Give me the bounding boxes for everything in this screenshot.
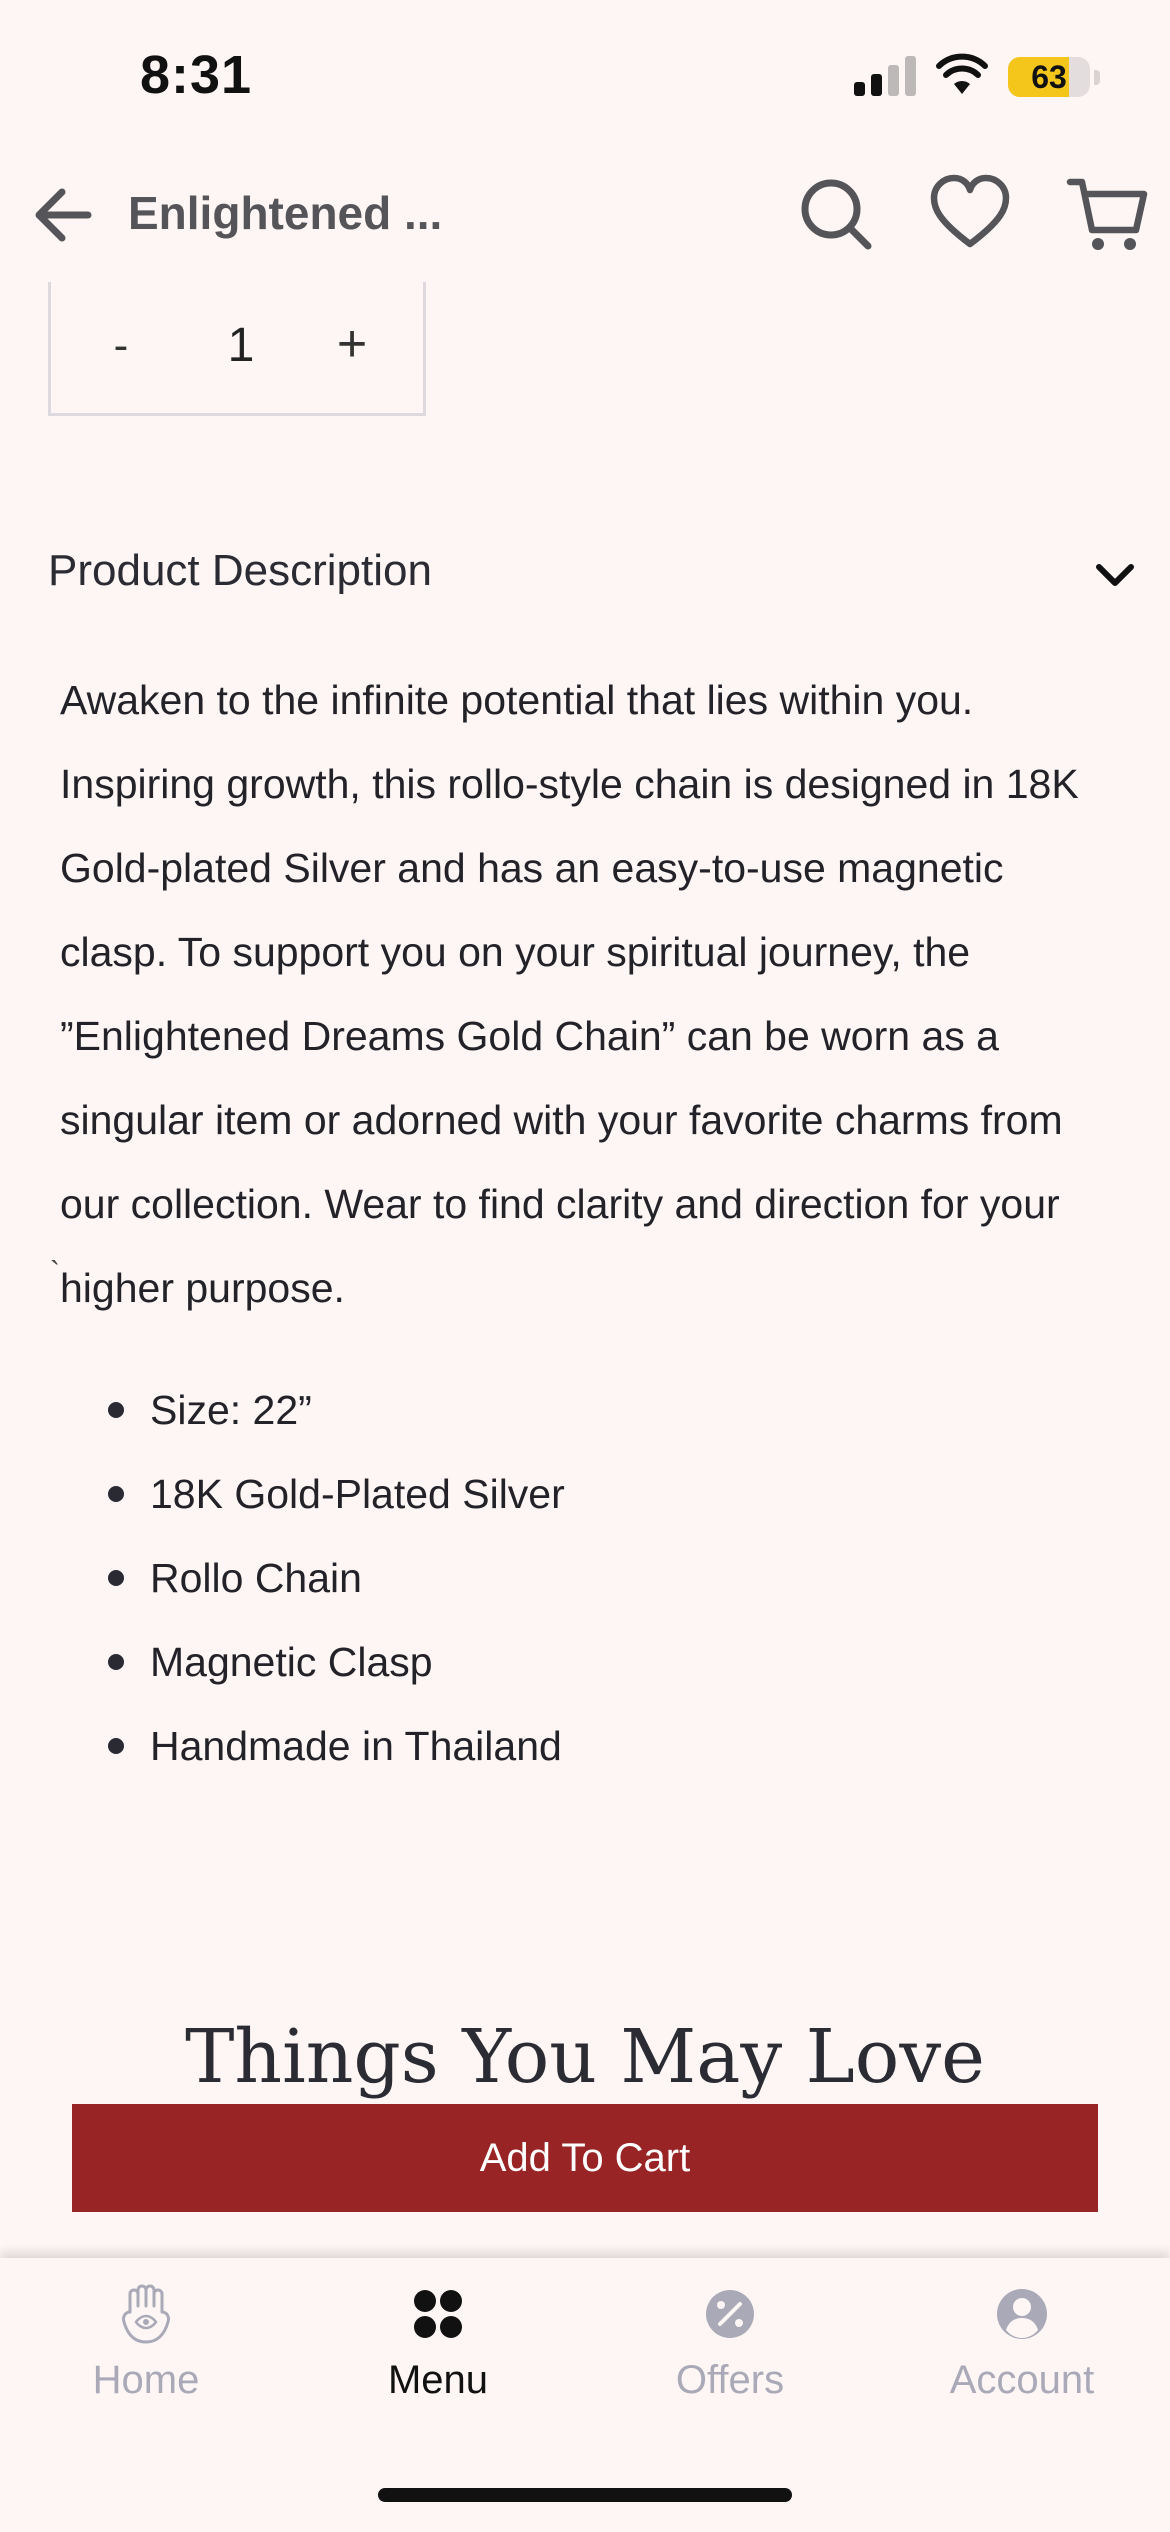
list-item: Rollo Chain: [150, 1536, 565, 1620]
tab-label: Menu: [387, 2358, 489, 2402]
feature-list: [150, 1368, 565, 1788]
user-icon: [992, 2282, 1052, 2346]
home-indicator: [378, 2488, 792, 2502]
recommendations-section: [0, 2000, 1170, 2100]
list-item: Size: 22”: [150, 1368, 565, 1452]
quantity-value: 1: [227, 319, 255, 372]
tab-account[interactable]: [876, 2258, 1168, 2438]
list-item: Handmade in Thailand: [150, 1704, 565, 1788]
recommendations-title: Things You May Love: [185, 2014, 985, 2100]
list-item: Magnetic Clasp: [150, 1620, 565, 1704]
status-bar: [0, 0, 1170, 150]
increase-quantity-button[interactable]: +: [336, 315, 368, 373]
product-description-title: Product Description: [48, 546, 432, 595]
heart-icon[interactable]: [928, 172, 1012, 256]
app-header: [0, 160, 1170, 270]
product-description-body: Awaken to the infinite potential that lies within you. Inspiring growth, this rollo-style chain is designed in 18K Gold-plated Silver and has an easy-to-use magnetic clasp. To support you on your spiritual journey, the ”Enlightened Dreams Gold Chain” can be worn as a singular item or adorned with your favorite charms from our collection. Wear to find clarity and direction for your higher purpose.: [60, 677, 1079, 1311]
battery-icon: [1008, 57, 1090, 97]
tab-menu[interactable]: [292, 2258, 584, 2438]
stray-mark: `: [50, 1256, 60, 1289]
cart-icon[interactable]: [1066, 172, 1150, 256]
tab-label: Home: [92, 2358, 200, 2402]
battery-cap: [1094, 70, 1100, 85]
grid-dots-icon: [408, 2282, 468, 2346]
search-icon[interactable]: [794, 172, 878, 256]
page-title: Enlightened ...: [128, 187, 443, 239]
add-to-cart-button[interactable]: Add To Cart: [72, 2104, 1098, 2212]
status-time: 8:31: [140, 45, 253, 105]
signal-icon: [854, 56, 918, 96]
battery-level: 63: [1031, 59, 1067, 95]
chevron-down-icon: [1092, 552, 1138, 598]
tab-home[interactable]: [0, 2258, 292, 2438]
tab-offers[interactable]: [584, 2258, 876, 2438]
hamsa-icon: [116, 2282, 176, 2346]
back-arrow-icon[interactable]: [30, 182, 100, 248]
percent-badge-icon: [700, 2282, 760, 2346]
list-item: 18K Gold-Plated Silver: [150, 1452, 565, 1536]
quantity-stepper: [48, 282, 426, 416]
product-description-toggle[interactable]: [48, 540, 1138, 610]
decrease-quantity-button[interactable]: -: [113, 321, 129, 370]
wifi-icon: [936, 56, 988, 96]
tab-label: Account: [949, 2358, 1095, 2402]
tab-label: Offers: [675, 2358, 785, 2402]
